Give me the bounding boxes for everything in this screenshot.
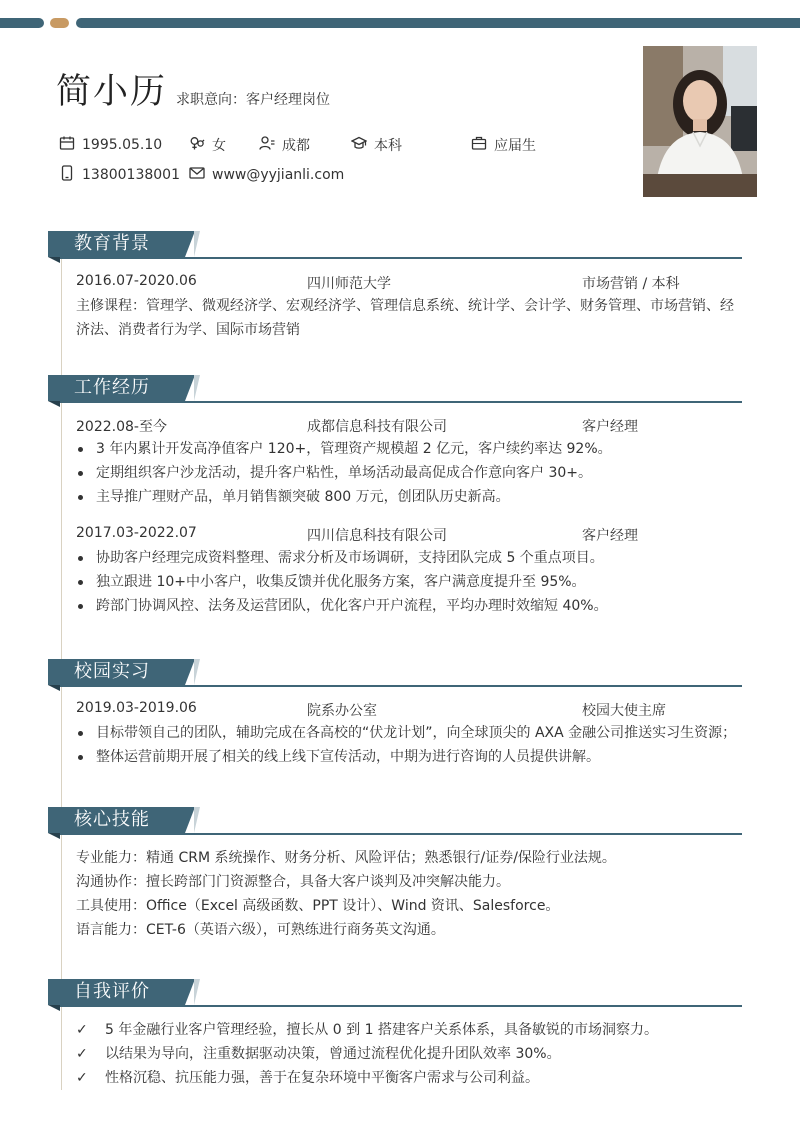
- job1-role: 客户经理: [582, 419, 638, 435]
- list-item: [76, 485, 746, 509]
- section-header-campus: [48, 659, 748, 691]
- job2-company: 四川信息科技有限公司: [307, 528, 447, 544]
- bullet-dot: [78, 471, 83, 476]
- job2-date: 2017.03-2022.07: [76, 525, 197, 541]
- section-underline: [60, 1005, 742, 1007]
- self-eval-list: [76, 1018, 756, 1090]
- eval-text: 以结果为导向，注重数据驱动决策，曾通过流程优化提升团队效率 30%。: [105, 1046, 561, 1062]
- job2-bullets: [76, 546, 746, 618]
- top-bar-segment-left: [0, 18, 44, 28]
- gender-value: 女: [212, 138, 226, 154]
- eval-text: 5 年金融行业客户管理经验，擅长从 0 到 1 搭建客户关系体系，具备敏锐的市场洞察力。: [105, 1022, 658, 1038]
- bullet-dot: [78, 495, 83, 500]
- info-status: [471, 135, 536, 155]
- info-location: [259, 135, 310, 155]
- tab-shadow: [194, 375, 200, 401]
- bullet-text: 定期组织客户沙龙活动，提升客户粘性，单场活动最高促成合作意向客户 30+。: [96, 465, 592, 481]
- skill-item: 沟通协作：擅长跨部门门资源整合，具备大客户谈判及冲突解决能力。: [76, 874, 510, 890]
- tab-fold: [48, 401, 60, 407]
- edu-date: 2016.07-2020.06: [76, 273, 197, 289]
- section-title-campus: 校园实习: [48, 659, 185, 685]
- tab-fold: [48, 833, 60, 839]
- bullet-dot: [78, 731, 83, 736]
- check-icon: ✓: [76, 1070, 88, 1086]
- top-decor-bar: [0, 18, 800, 28]
- education-value: 本科: [374, 138, 402, 154]
- bullet-text: 目标带领自己的团队，辅助完成在各高校的“伏龙计划”，向全球顶尖的 AXA 金融公司推送实习生资源；: [96, 725, 737, 741]
- bullet-dot: [78, 755, 83, 760]
- eval-text: 性格沉稳、抗压能力强，善于在复杂环境中平衡客户需求与公司利益。: [105, 1070, 539, 1086]
- email-value: www@yyjianli.com: [212, 167, 345, 183]
- portrait-photo-icon: [643, 46, 757, 197]
- bullet-text: 3 年内累计开发高净值客户 120+，管理资产规模超 2 亿元，客户续约率达 92%。: [96, 441, 612, 457]
- skill-item: 专业能力：精通 CRM 系统操作、财务分析、风险评估；熟悉银行/证券/保险行业法规。: [76, 850, 616, 866]
- list-item: [76, 721, 746, 745]
- list-item: [76, 461, 746, 485]
- top-bar-segment-gold: [50, 18, 69, 28]
- bullet-text: 整体运营前期开展了相关的线上线下宣传活动，中期为进行咨询的人员提供讲解。: [96, 749, 600, 765]
- tab-fold: [48, 1005, 60, 1011]
- bullet-dot: [78, 556, 83, 561]
- section-header-self: [48, 979, 748, 1011]
- list-item: [76, 745, 746, 769]
- info-phone: [59, 165, 180, 185]
- info-birth: [59, 135, 162, 155]
- info-email: [189, 165, 344, 185]
- list-item: [76, 1018, 756, 1042]
- tab-fold: [48, 685, 60, 691]
- campus-date: 2019.03-2019.06: [76, 700, 197, 716]
- edu-school: 四川师范大学: [307, 276, 391, 292]
- job1-company: 成都信息科技有限公司: [307, 419, 447, 435]
- skills-list: [76, 846, 746, 942]
- tab-fold: [48, 257, 60, 263]
- graduation-cap-icon: [351, 135, 367, 155]
- list-item: [76, 546, 746, 570]
- tab-shadow: [194, 807, 200, 833]
- person-location-icon: [259, 135, 275, 155]
- bullet-dot: [78, 580, 83, 585]
- job-intent: 求职意向：客户经理岗位: [176, 92, 330, 108]
- bullet-text: 独立跟进 10+中小客户，收集反馈并优化服务方案，客户满意度提升至 95%。: [96, 574, 586, 590]
- section-underline: [60, 685, 742, 687]
- list-item: [76, 594, 746, 618]
- section-underline: [60, 401, 742, 403]
- top-bar-segment-main: [76, 18, 800, 28]
- bullet-text: 协助客户经理完成资料整理、需求分析及市场调研，支持团队完成 5 个重点项目。: [96, 550, 604, 566]
- info-gender: [189, 135, 226, 155]
- section-underline: [60, 257, 742, 259]
- tab-shadow: [194, 979, 200, 1005]
- section-header-skills: [48, 807, 748, 839]
- job2-role: 客户经理: [582, 528, 638, 544]
- list-item: [76, 437, 746, 461]
- skill-item: 工具使用：Office（Excel 高级函数、PPT 设计）、Wind 资讯、Salesforce。: [76, 898, 560, 914]
- section-title-self: 自我评价: [48, 979, 185, 1005]
- section-header-education: [48, 231, 748, 263]
- campus-org: 院系办公室: [307, 703, 377, 719]
- calendar-icon: [59, 135, 75, 155]
- list-item: [76, 1042, 756, 1066]
- phone-icon: [59, 165, 75, 185]
- briefcase-icon: [471, 135, 487, 155]
- list-item: [76, 570, 746, 594]
- check-icon: ✓: [76, 1046, 88, 1062]
- job1-date: 2022.08-至今: [76, 419, 167, 435]
- profile-photo: [643, 46, 757, 197]
- list-item: [76, 1066, 756, 1090]
- campus-role: 校园大使主席: [582, 703, 666, 719]
- status-value: 应届生: [494, 138, 536, 154]
- edu-courses: 主修课程：管理学、微观经济学、宏观经济学、管理信息系统、统计学、会计学、财务管理、市场营销、经济法、消费者行为学、国际市场营销: [76, 298, 734, 338]
- gender-icon: [189, 135, 205, 155]
- bullet-dot: [78, 447, 83, 452]
- bullet-text: 主导推广理财产品，单月销售额突破 800 万元，创团队历史新高。: [96, 489, 510, 505]
- info-education: [351, 135, 402, 155]
- check-icon: ✓: [76, 1022, 88, 1038]
- section-title-education: 教育背景: [48, 231, 185, 257]
- bullet-dot: [78, 604, 83, 609]
- section-underline: [60, 833, 742, 835]
- bullet-text: 跨部门协调风控、法务及运营团队，优化客户开户流程，平均办理时效缩短 40%。: [96, 598, 608, 614]
- campus-bullets: [76, 721, 746, 769]
- section-header-work: [48, 375, 748, 407]
- location-value: 成都: [282, 138, 310, 154]
- section-title-skills: 核心技能: [48, 807, 185, 833]
- edu-major: 市场营销 / 本科: [582, 276, 680, 292]
- phone-value: 13800138001: [82, 167, 180, 183]
- birth-value: 1995.05.10: [82, 137, 163, 153]
- resume-name: 简小历: [56, 72, 168, 112]
- mail-icon: [189, 165, 205, 185]
- skill-item: 语言能力：CET-6（英语六级），可熟练进行商务英文沟通。: [76, 922, 445, 938]
- job1-bullets: [76, 437, 746, 509]
- tab-shadow: [194, 659, 200, 685]
- tab-shadow: [194, 231, 200, 257]
- section-title-work: 工作经历: [48, 375, 185, 401]
